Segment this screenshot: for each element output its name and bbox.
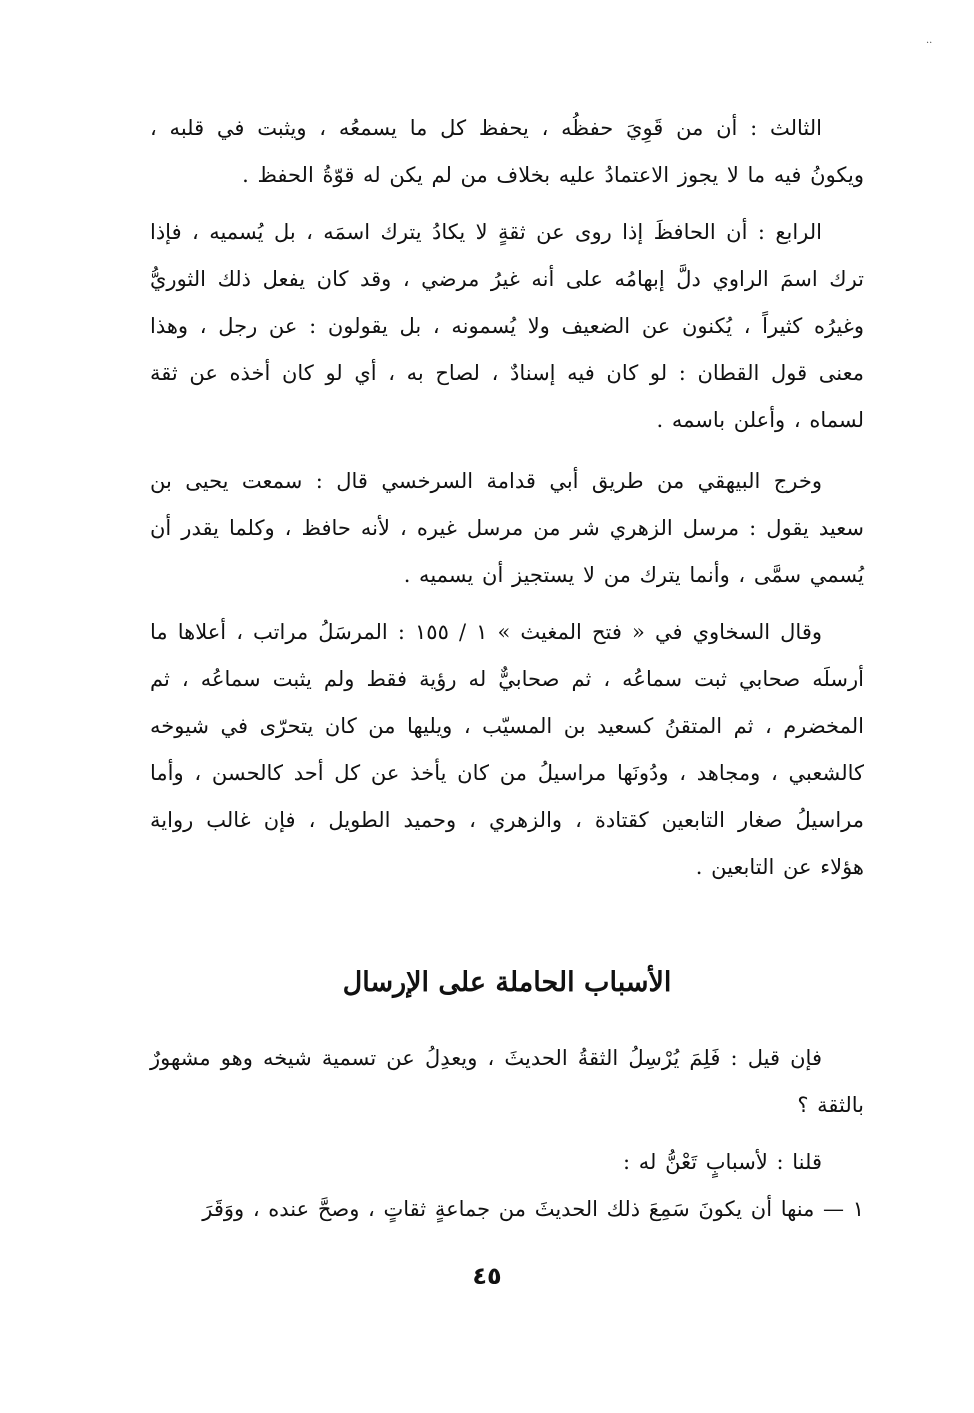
section-heading: الأسباب الحاملة على الإرسال [342,967,672,998]
paragraph-sakhawi-quote: وقال السخاوي في « فتح المغيث » ١ / ١٥٥ : المرسَلُ مراتب ، أعلاها ما أرسلَه صحابي ثبت سماعُه ، ثم صحابيٌّ له رؤية فقط ولم يثبت سماعُه ، ثم المخضرم ، ثم المتقنُ كسعيد بن المسيّب ، ويليها من كان يتحرّى في شيوخه كالشعبي ، ومجاهد ، ودُونَها مراسيلُ من كان يأخذ عن كل أحد كالحسن ، وأما مراسيلُ صغار التابعين كقتادة ، والزهري ، وحميد الطويل ، فإن غالب رواية هؤلاء عن التابعين . [150,620,864,879]
paragraph-fourth-reason: الرابع : أن الحافظَ إذا روى عن ثقةٍ لا يكادُ يترك اسمَه ، بل يُسميه ، فإذا ترك اسمَ الراوي دلَّ إبهامُه على أنه غيرُ مرضي ، وقد كان يفعل ذلك الثوريُّ وغيرُه كثيراً ، يُكنون عن الضعيف ولا يُسمونه ، بل يقولون : عن رجل ، وهذا معنى قول القطان : لو كان فيه إسنادٌ ، لصاح به ، أي لو كان أخذه عن ثقة لسماه ، وأعلن باسمه . [150,220,864,432]
corner-mark: ·· [926,38,933,49]
page-body [150,105,864,1233]
page-number: ٤٥ [472,1262,502,1290]
question-paragraph: فإن قيل : فَلِمَ يُرْسِلُ الثقةُ الحديثَ ، ويعدِلُ عن تسمية شيخه وهو مشهورٌ بالثقة ؟ [150,1046,864,1117]
answer-intro: قلنا : لأسبابٍ تَعْنُّ له : [623,1150,822,1174]
paragraph-bayhaqi-quote: وخرج البيهقي من طريق أبي قدامة السرخسي قال : سمعت يحيى بن سعيد يقول : مرسل الزهري شر من مرسل غيره ، لأنه حافظ ، وكلما يقدر أن يُسمي سمَّى ، وأنما يترك من لا يستجيز أن يسميه . [150,469,864,587]
paragraph-third-reason: الثالث : أن من قَوِيَ حفظُه ، يحفظ كل ما يسمعُه ، ويثبت في قلبه ، ويكونُ فيه ما لا يجوز الاعتمادُ عليه بخلاف من لم يكن له قوّةُ الحفظ . [150,116,864,187]
list-item-1: ١ — منها أن يكونَ سَمِعَ ذلك الحديثَ من جماعةٍ ثقاتٍ ، وصحَّ عنده ، ووَقَرَ [202,1197,864,1221]
